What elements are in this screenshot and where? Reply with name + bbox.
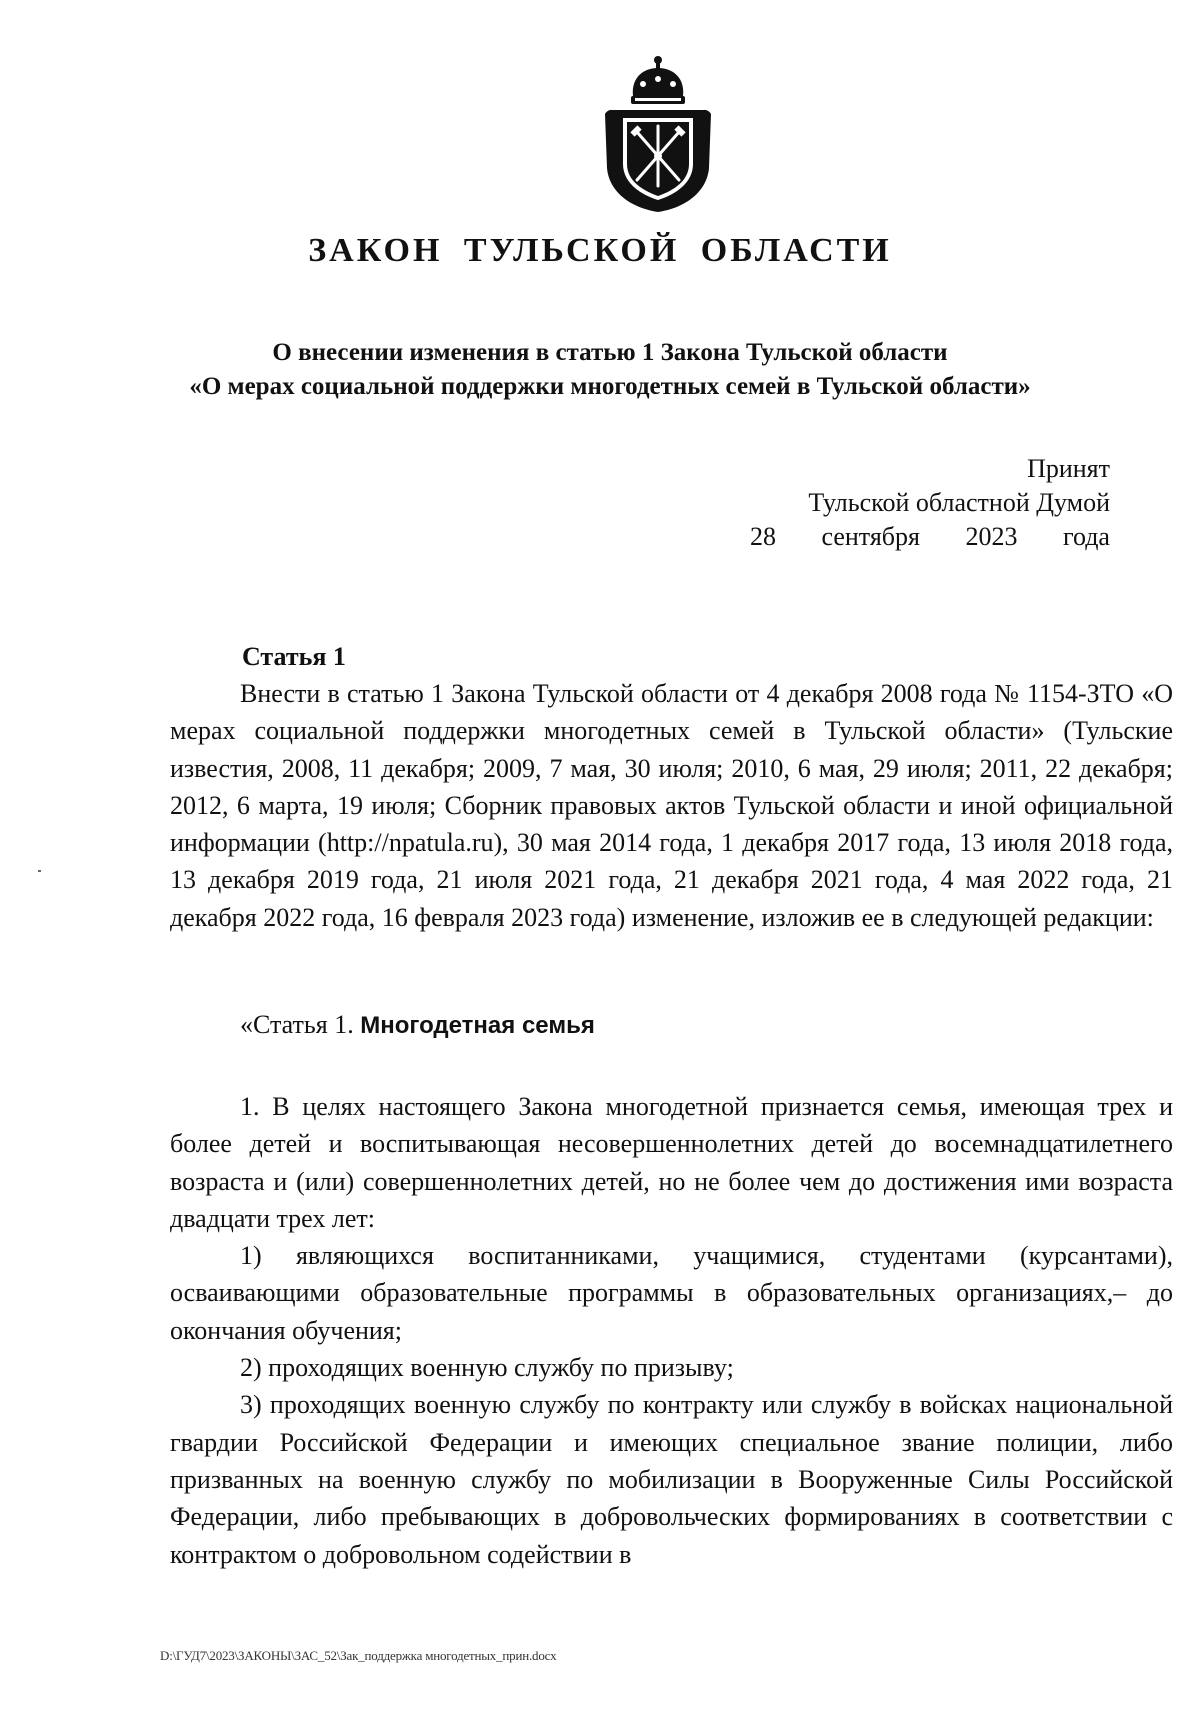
subtitle-line-1: О внесении изменения в статью 1 Закона Тульской области (272, 339, 948, 366)
article-1-heading: Статья 1 (242, 642, 346, 671)
adoption-date (750, 520, 1110, 554)
subtitle-line-2: «О мерах социальной поддержки многодетных семей в Тульской области» (189, 373, 1031, 400)
new-article-prefix: «Статья 1. (240, 1010, 361, 1039)
adoption-month: сентября (821, 522, 920, 551)
new-article-heading (240, 1010, 595, 1040)
article-1-body (170, 675, 1173, 936)
adoption-block (750, 452, 1110, 554)
item-2: 2) проходящих военную службу по призыву; (240, 1353, 734, 1383)
article-1-text: Внести в статью 1 Закона Тульской области от 4 декабря 2008 года № 1154-ЗТО «О мерах социальной поддержки многодетных семей в Тульской области» (Тульские известия, 2008, 11 декабря; 2009, 7 мая, 30 июля; 2010, 6 мая, 29 июля; 2011, 22 декабря; 2012, 6 марта, 19 июля; Сборник правовых актов Тульской области и иной официальной информации (http://npatula.ru), 30 мая 2014 года, 1 декабря 2017 года, 13 июля 2018 года, 13 декабря 2019 года, 21 июля 2021 года, 21 декабря 2021 года, 4 мая 2022 года, 21 декабря 2022 года, 16 февраля 2023 года) изменение, изложив ее в следующей редакции: (170, 679, 1173, 932)
item-3: 3) проходящих военную службу по контракту или службу в войсках национальной гвардии Российской Федерации и имеющих специальное звание полиции, либо призванных на военную службу по мобилизации в Вооруженные Силы Российской Федерации, либо пребывающих в добровольческих формированиях в соответствии с контрактом о добровольном содействии в (170, 1390, 1173, 1569)
new-article-title: Многодетная семья (360, 1012, 595, 1039)
adoption-year-word: года (1062, 522, 1110, 551)
tula-coat-of-arms-emblem (603, 54, 713, 212)
adoption-day: 28 (750, 522, 776, 551)
law-title: ЗАКОН ТУЛЬСКОЙ ОБЛАСТИ (308, 232, 892, 269)
new-article-body (170, 1088, 1173, 1573)
paragraph-1: 1. В целях настоящего Закона многодетной признается семья, имеющая трех и более детей и воспитывающая несовершеннолетних детей до восемнадцатилетнего возраста и (или) совершеннолетних детей, но не более чем до достижения ими возраста двадцати трех лет: (170, 1092, 1173, 1233)
adopted-label: Принят (1027, 454, 1110, 483)
adoption-year: 2023 (965, 522, 1018, 551)
file-path-footer: D:\ГУД7\2023\ЗАКОНЫ\ЗАС_52\Зак_поддержка многодетных_прин.docx (160, 1648, 557, 1663)
adopted-by: Тульской областной Думой (808, 488, 1110, 517)
scan-speck (38, 870, 41, 872)
item-1: 1) являющихся воспитанниками, учащимися, студентами (курсантами), осваивающими образовательные программы в образовательных организациях,– до окончания обучения; (170, 1241, 1173, 1345)
law-subtitle (140, 336, 1080, 404)
